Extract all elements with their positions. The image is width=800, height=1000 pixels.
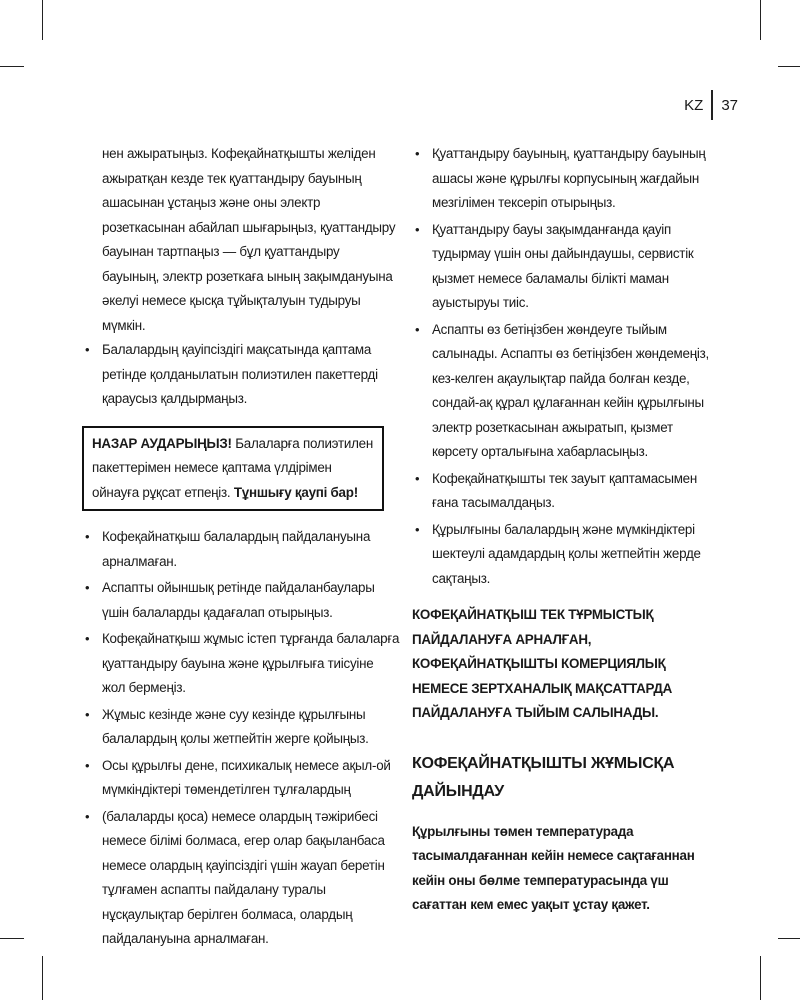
- page-number: 37: [721, 96, 738, 114]
- crop-mark: [760, 0, 761, 40]
- bullet-icon: •: [85, 706, 90, 722]
- list-item: • Балалардың қауіпсіздігі мақсатында қаптама ретінде қолданылатын полиэтилен пакеттерді қараусыз қалдырмаңыз.: [82, 338, 400, 412]
- crop-mark: [42, 956, 43, 1000]
- bullet-icon: •: [415, 146, 420, 161]
- page-header: [684, 92, 738, 118]
- list-item: • Құрылғыны балалардың және мүмкіндіктері шектеулі адамдардың қолы жетпейтін жерде сақтаңыз.: [412, 518, 718, 592]
- bullet-list: [82, 525, 400, 952]
- list-item: • Кофеқайнатқыш балалардың пайдалануына арналмаған.: [82, 525, 400, 574]
- crop-mark: [778, 66, 800, 67]
- bullet-icon: •: [415, 221, 420, 237]
- list-item: • (балаларды қоса) немесе олардың тәжірибесі немесе білімі болмаса, егер олар бақыланбаса немесе олардың қауіпсіздігі үшін жауап беретін тұлғамен аспапты пайдалану туралы нұсқаулықтар берілген болмаса, олардың пайдалануына арналмаған.: [82, 805, 400, 952]
- usage-restriction-notice: КОФЕҚАЙНАТҚЫШ ТЕК ТҰРМЫСТЫҚ ПАЙДАЛАНУҒА АРНАЛҒАН, КОФЕҚАЙНАТҚЫШТЫ КОМЕРЦИЯЛЫҚ НЕМЕСЕ ЗЕРТХАНАЛЫҚ МАҚСАТТАРДА ПАЙДАЛАНУҒА ТЫЙЫМ САЛЫНАДЫ.: [412, 607, 673, 720]
- bullet-icon: •: [415, 470, 420, 486]
- list-item: • Қуаттандыру бауы зақымданғанда қауіп тудырмау үшін оны дайындаушы, сервистік қызмет немесе баламалы білікті маман ауыстыруы тиіс.: [412, 218, 718, 316]
- list-item: • Жұмыс кезінде және суу кезінде құрылғыны балалардың қолы жетпейтін жерге қойыңыз.: [82, 703, 400, 752]
- list-item: • Осы құрылғы дене, психикалық немесе ақыл-ой мүмкіндіктері төмендетілген тұлғалардың: [82, 754, 400, 803]
- crop-mark: [42, 0, 43, 40]
- bullet-icon: •: [415, 521, 420, 537]
- list-item: • Кофеқайнатқыш жұмыс істеп тұрғанда балаларға қуаттандыру бауына және құрылғыға тиісуіне жол бермеңіз.: [82, 627, 400, 701]
- bullet-icon: •: [85, 808, 90, 824]
- bullet-icon: •: [85, 580, 90, 595]
- crop-mark: [0, 66, 24, 67]
- bullet-icon: •: [415, 321, 420, 337]
- list-item: • Аспапты ойыншық ретінде пайдаланбаулары үшін балаларды қадағалап отырыңыз.: [82, 576, 400, 625]
- section-heading: КОФЕҚАЙНАТҚЫШТЫ ЖҰМЫСҚА ДАЙЫНДАУ: [412, 754, 675, 800]
- list-item: • Кофеқайнатқышты тек зауыт қаптамасымен ғана тасымалдаңыз.: [412, 467, 718, 516]
- bullet-icon: •: [85, 529, 90, 544]
- crop-mark: [0, 938, 24, 939]
- warning-lead: НАЗАР АУДАРЫҢЫЗ!: [92, 435, 232, 451]
- warning-text: Балаларға полиэтилен пакеттерімен немесе қаптама үлдірімен ойнауға рұқсат етпеңіз.: [92, 435, 373, 500]
- continuation-paragraph: нен ажыратыңыз. Кофеқайнатқышты желіден ажыратқан кезде тек қуаттандыру бауының ашасынан ұстаңыз және оны электр розеткасынан абайлап шығарыңыз, қуаттандыру бауынан тартпаңыз — бұл қуаттандыру бауының, электр розеткаға ының зақымдануына әкелуі немесе қысқа тұйықталуын тудыруы мүмкін.: [102, 146, 396, 333]
- bullet-icon: •: [85, 631, 90, 646]
- warning-box: [82, 426, 384, 512]
- left-column: [82, 142, 400, 954]
- bullet-icon: •: [85, 757, 90, 773]
- preparation-paragraph: Құрылғыны төмен температурада тасымалдағаннан кейін немесе сақтағаннан кейін оны бөлме температурасында үш сағаттан кем емес уақыт ұстау қажет.: [412, 823, 695, 912]
- list-item: • Қуаттандыру бауының, қуаттандыру бауының ашасы және құрылғы корпусының жағдайын мезгілімен тексеріп отырыңыз.: [412, 142, 718, 216]
- warning-tail: Тұншығу қаупі бар!: [233, 484, 358, 500]
- crop-mark: [778, 938, 800, 939]
- right-column: [412, 142, 718, 918]
- bullet-list: [412, 142, 718, 591]
- language-code: KZ: [684, 96, 704, 114]
- bullet-icon: •: [85, 342, 90, 357]
- list-item: • Аспапты өз бетіңізбен жөндеуге тыйым салынады. Аспапты өз бетіңізбен жөндемеңіз, кез-келген ақаулықтар пайда болған кезде, сондай-ақ құрал құлағаннан кейін құрылғыны электр розеткасынан ажыратып, қызмет көрсету орталығына хабарласыңыз.: [412, 318, 718, 465]
- crop-mark: [760, 956, 761, 1000]
- bullet-list: [82, 338, 400, 412]
